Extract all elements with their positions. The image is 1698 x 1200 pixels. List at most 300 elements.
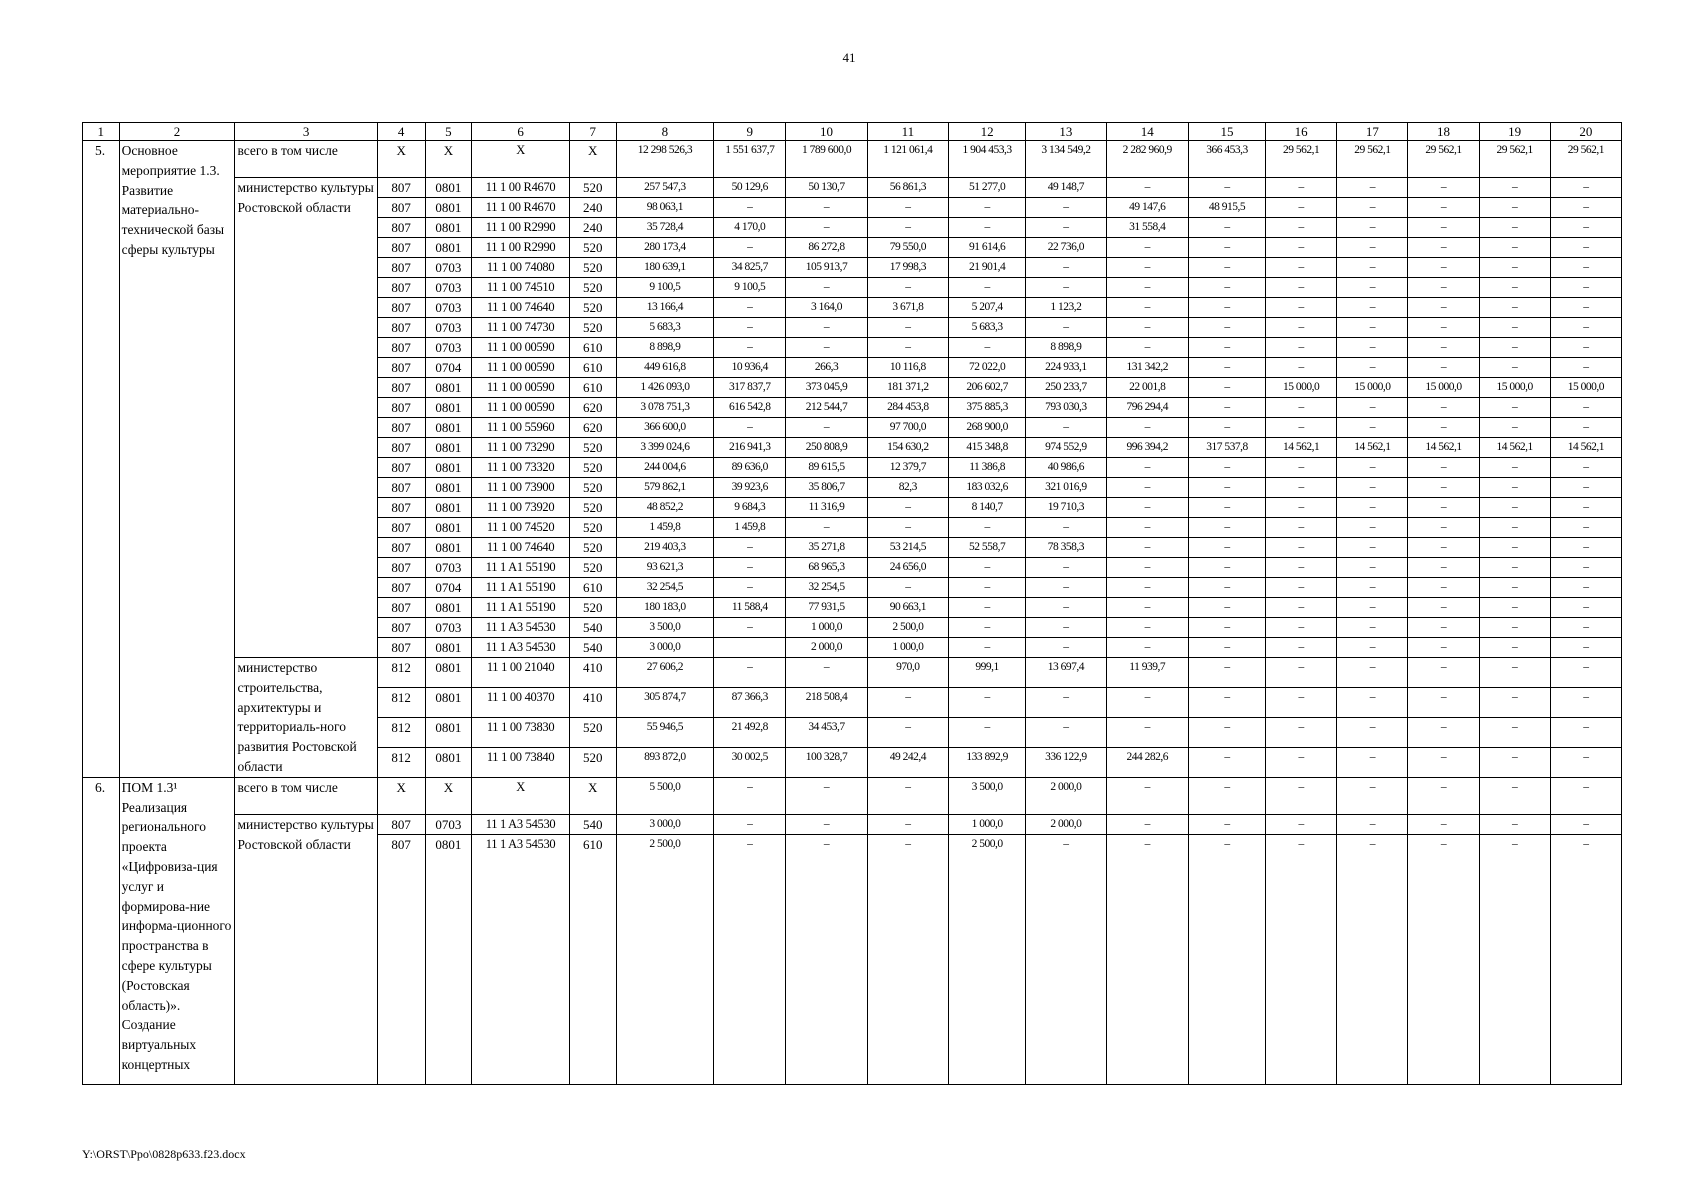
table-cell: Х — [377, 777, 425, 814]
table-cell: – — [1337, 618, 1408, 638]
responsible-executor: министерство строительства, архитектуры и территориаль-ного развития Ростовской области — [235, 658, 377, 778]
table-cell: 219 403,3 — [616, 538, 714, 558]
table-cell: – — [1337, 418, 1408, 438]
table-cell: – — [1337, 717, 1408, 747]
table-cell: – — [714, 538, 786, 558]
table-cell: – — [786, 418, 867, 438]
table-cell: – — [1188, 777, 1265, 814]
column-number-header: 10 — [786, 123, 867, 141]
column-number-header: 3 — [235, 123, 377, 141]
table-cell: 579 862,1 — [616, 478, 714, 498]
table-cell: 807 — [377, 178, 425, 198]
table-cell: – — [1479, 618, 1550, 638]
table-cell: 11 588,4 — [714, 598, 786, 618]
table-cell: 0703 — [425, 258, 472, 278]
table-cell: – — [1550, 814, 1621, 834]
table-row — [83, 178, 1622, 198]
table-cell: – — [1408, 747, 1479, 777]
table-cell: 98 063,1 — [616, 198, 714, 218]
table-cell: 89 615,5 — [786, 458, 867, 478]
table-cell: 449 616,8 — [616, 358, 714, 378]
table-cell: 520 — [569, 458, 616, 478]
table-cell: 34 453,7 — [786, 717, 867, 747]
table-cell: – — [714, 814, 786, 834]
table-cell: – — [1266, 258, 1337, 278]
table-cell: – — [1479, 258, 1550, 278]
table-cell: – — [1550, 398, 1621, 418]
table-cell: 14 562,1 — [1550, 438, 1621, 458]
table-cell: – — [1266, 458, 1337, 478]
table-cell: – — [786, 814, 867, 834]
table-cell: – — [1106, 618, 1188, 638]
table-cell: 55 946,5 — [616, 717, 714, 747]
table-cell: 51 277,0 — [948, 178, 1025, 198]
table-cell: 11 1 A1 55190 — [472, 578, 570, 598]
table-cell: – — [867, 578, 948, 598]
table-cell: 34 825,7 — [714, 258, 786, 278]
table-cell: 29 562,1 — [1479, 141, 1550, 178]
table-cell: – — [1026, 258, 1106, 278]
table-cell: 0801 — [425, 198, 472, 218]
table-cell: – — [1106, 298, 1188, 318]
column-number-header: 16 — [1266, 123, 1337, 141]
table-cell: – — [1337, 658, 1408, 688]
table-cell: – — [714, 338, 786, 358]
table-cell: 284 453,8 — [867, 398, 948, 418]
table-cell: 24 656,0 — [867, 558, 948, 578]
table-cell: – — [1266, 638, 1337, 658]
table-cell: – — [867, 318, 948, 338]
table-cell: – — [1550, 418, 1621, 438]
table-cell: 32 254,5 — [616, 578, 714, 598]
table-cell: – — [1026, 578, 1106, 598]
table-cell: 35 728,4 — [616, 218, 714, 238]
table-cell: – — [1106, 278, 1188, 298]
table-cell: – — [1266, 814, 1337, 834]
table-cell: – — [1408, 498, 1479, 518]
table-cell: – — [1550, 318, 1621, 338]
table-cell: – — [786, 658, 867, 688]
table-cell: 807 — [377, 538, 425, 558]
table-cell: – — [714, 238, 786, 258]
table-cell: 807 — [377, 518, 425, 538]
table-cell: 336 122,9 — [1026, 747, 1106, 777]
table-cell: 5 207,4 — [948, 298, 1025, 318]
table-cell: 1 426 093,0 — [616, 378, 714, 398]
table-cell: – — [1026, 278, 1106, 298]
column-number-header: 4 — [377, 123, 425, 141]
table-cell: 1 459,8 — [714, 518, 786, 538]
table-cell: 0703 — [425, 298, 472, 318]
table-cell: – — [1188, 658, 1265, 688]
table-cell: – — [1337, 478, 1408, 498]
table-cell: – — [1106, 238, 1188, 258]
table-cell: 11 1 A3 54530 — [472, 834, 570, 1084]
table-cell: 520 — [569, 318, 616, 338]
table-cell: – — [1408, 777, 1479, 814]
table-cell: – — [1408, 598, 1479, 618]
column-number-header: 19 — [1479, 123, 1550, 141]
table-cell: 610 — [569, 378, 616, 398]
table-cell: 11 1 00 R2990 — [472, 218, 570, 238]
table-cell: 807 — [377, 218, 425, 238]
table-cell: 1 000,0 — [867, 638, 948, 658]
table-cell: – — [1188, 178, 1265, 198]
table-cell: 812 — [377, 687, 425, 717]
table-cell: 56 861,3 — [867, 178, 948, 198]
table-cell: – — [1188, 814, 1265, 834]
table-cell: 11 1 00 73320 — [472, 458, 570, 478]
table-cell: – — [1266, 618, 1337, 638]
table-cell: 520 — [569, 717, 616, 747]
table-cell: – — [1188, 278, 1265, 298]
table-cell: 1 000,0 — [948, 814, 1025, 834]
table-cell: 520 — [569, 498, 616, 518]
table-cell: 0703 — [425, 278, 472, 298]
table-cell: – — [1266, 834, 1337, 1084]
table-cell: – — [786, 218, 867, 238]
table-cell: 807 — [377, 618, 425, 638]
table-cell: – — [1408, 338, 1479, 358]
table-cell: 50 130,7 — [786, 178, 867, 198]
table-cell: – — [1550, 538, 1621, 558]
column-number-header: 15 — [1188, 123, 1265, 141]
table-cell: 996 394,2 — [1106, 438, 1188, 458]
table-cell: 11 1 00 40370 — [472, 687, 570, 717]
table-cell: 317 837,7 — [714, 378, 786, 398]
table-cell: 1 551 637,7 — [714, 141, 786, 178]
table-cell: – — [1266, 298, 1337, 318]
table-cell: 0801 — [425, 538, 472, 558]
table-cell: 2 000,0 — [1026, 814, 1106, 834]
table-cell: 520 — [569, 438, 616, 458]
table-cell: – — [1337, 398, 1408, 418]
table-cell: – — [1479, 538, 1550, 558]
table-cell: – — [948, 687, 1025, 717]
table-cell: 0703 — [425, 814, 472, 834]
table-cell: – — [786, 318, 867, 338]
table-cell: – — [1188, 558, 1265, 578]
table-cell: 11 1 00 R4670 — [472, 178, 570, 198]
table-cell: – — [948, 518, 1025, 538]
table-cell: 796 294,4 — [1106, 398, 1188, 418]
table-cell: – — [1337, 558, 1408, 578]
table-cell: – — [867, 687, 948, 717]
table-cell: 0801 — [425, 438, 472, 458]
table-cell: 812 — [377, 747, 425, 777]
table-cell: 1 904 453,3 — [948, 141, 1025, 178]
table-cell: 11 1 00 74520 — [472, 518, 570, 538]
table-cell: 11 1 00 73840 — [472, 747, 570, 777]
table-cell: Х — [569, 141, 616, 178]
table-cell: Х — [569, 777, 616, 814]
table-cell: 14 562,1 — [1408, 438, 1479, 458]
table-cell: – — [867, 498, 948, 518]
table-cell: – — [1266, 598, 1337, 618]
table-cell: – — [1188, 498, 1265, 518]
table-cell: – — [1266, 418, 1337, 438]
table-cell: – — [1188, 598, 1265, 618]
table-cell: 49 148,7 — [1026, 178, 1106, 198]
table-cell: 280 173,4 — [616, 238, 714, 258]
table-cell: 11 1 00 73830 — [472, 717, 570, 747]
table-cell: 8 140,7 — [948, 498, 1025, 518]
table-cell: 29 562,1 — [1337, 141, 1408, 178]
table-cell: 540 — [569, 618, 616, 638]
table-cell: 39 923,6 — [714, 478, 786, 498]
table-cell: 17 998,3 — [867, 258, 948, 278]
table-cell: – — [867, 198, 948, 218]
table-cell: – — [714, 777, 786, 814]
table-cell: 5 683,3 — [948, 318, 1025, 338]
table-cell: – — [1337, 834, 1408, 1084]
table-cell: 2 282 960,9 — [1106, 141, 1188, 178]
table-cell: 807 — [377, 438, 425, 458]
table-cell: 218 508,4 — [786, 687, 867, 717]
table-cell: – — [1408, 238, 1479, 258]
table-cell: – — [1106, 687, 1188, 717]
table-cell: – — [948, 338, 1025, 358]
column-number-header: 13 — [1026, 123, 1106, 141]
table-cell: – — [1479, 717, 1550, 747]
table-cell: – — [1266, 318, 1337, 338]
table-cell: – — [1479, 687, 1550, 717]
table-cell: 11 1 A1 55190 — [472, 558, 570, 578]
table-cell: – — [1266, 198, 1337, 218]
table-cell: 0801 — [425, 498, 472, 518]
table-cell: Х — [425, 141, 472, 178]
table-cell: – — [948, 618, 1025, 638]
table-cell: 11 1 A1 55190 — [472, 598, 570, 618]
table-cell: 50 129,6 — [714, 178, 786, 198]
table-cell: – — [1188, 398, 1265, 418]
table-cell: 11 1 A3 54530 — [472, 638, 570, 658]
table-cell: 5 683,3 — [616, 318, 714, 338]
table-cell: 4 170,0 — [714, 218, 786, 238]
table-cell: – — [1337, 638, 1408, 658]
table-cell: – — [786, 278, 867, 298]
table-cell: 29 562,1 — [1266, 141, 1337, 178]
table-cell: – — [1026, 418, 1106, 438]
table-cell: 317 537,8 — [1188, 438, 1265, 458]
table-cell: 807 — [377, 298, 425, 318]
table-cell: – — [1550, 638, 1621, 658]
table-cell: 0703 — [425, 618, 472, 638]
table-cell: 540 — [569, 638, 616, 658]
table-cell: 97 700,0 — [867, 418, 948, 438]
table-cell: – — [1188, 298, 1265, 318]
table-cell: 305 874,7 — [616, 687, 714, 717]
table-cell: – — [867, 518, 948, 538]
table-cell: 620 — [569, 398, 616, 418]
table-cell: 807 — [377, 498, 425, 518]
table-cell: 366 453,3 — [1188, 141, 1265, 178]
footer-file-path: Y:\ORST\Ppo\0828p633.f23.docx — [82, 1147, 246, 1161]
table-cell: 807 — [377, 318, 425, 338]
column-number-header: 8 — [616, 123, 714, 141]
table-cell: – — [1026, 687, 1106, 717]
table-cell: – — [1337, 518, 1408, 538]
table-cell: – — [1266, 218, 1337, 238]
table-cell: – — [867, 777, 948, 814]
table-cell: 520 — [569, 278, 616, 298]
table-cell: – — [1550, 178, 1621, 198]
table-cell: 520 — [569, 178, 616, 198]
table-cell: 610 — [569, 338, 616, 358]
table-cell: – — [1188, 458, 1265, 478]
budget-table — [82, 122, 1622, 1085]
table-cell: 610 — [569, 834, 616, 1084]
table-cell: – — [1408, 578, 1479, 598]
table-cell: – — [1266, 518, 1337, 538]
table-cell: – — [1106, 338, 1188, 358]
table-cell: 131 342,2 — [1106, 358, 1188, 378]
table-cell: – — [1408, 638, 1479, 658]
table-cell: – — [1106, 478, 1188, 498]
table-cell: 10 936,4 — [714, 358, 786, 378]
table-cell: Х — [472, 141, 570, 178]
table-cell: 999,1 — [948, 658, 1025, 688]
table-cell: 807 — [377, 238, 425, 258]
table-cell: 0801 — [425, 834, 472, 1084]
table-cell: – — [1550, 478, 1621, 498]
table-cell: 0703 — [425, 318, 472, 338]
table-cell: 0801 — [425, 687, 472, 717]
table-cell: – — [1188, 478, 1265, 498]
table-cell: – — [1550, 518, 1621, 538]
table-cell: 19 710,3 — [1026, 498, 1106, 518]
table-cell: 0801 — [425, 238, 472, 258]
table-cell: 793 030,3 — [1026, 398, 1106, 418]
table-cell: 807 — [377, 378, 425, 398]
table-cell: – — [1337, 278, 1408, 298]
table-cell: – — [1479, 238, 1550, 258]
table-cell: – — [867, 717, 948, 747]
table-cell: – — [1550, 278, 1621, 298]
table-cell: – — [714, 658, 786, 688]
table-cell: 11 1 00 R4670 — [472, 198, 570, 218]
table-row — [83, 658, 1622, 688]
table-cell: 0801 — [425, 378, 472, 398]
column-number-header: 17 — [1337, 123, 1408, 141]
table-cell: – — [1479, 418, 1550, 438]
table-cell: – — [1266, 777, 1337, 814]
table-cell: – — [1550, 358, 1621, 378]
table-cell: – — [1479, 598, 1550, 618]
table-cell: 807 — [377, 358, 425, 378]
table-cell: – — [786, 777, 867, 814]
table-cell: – — [1408, 814, 1479, 834]
table-cell: – — [1550, 687, 1621, 717]
table-cell: 78 358,3 — [1026, 538, 1106, 558]
table-cell: – — [1337, 238, 1408, 258]
table-cell: – — [786, 198, 867, 218]
table-cell: – — [1106, 598, 1188, 618]
table-cell: – — [1408, 478, 1479, 498]
table-cell: 133 892,9 — [948, 747, 1025, 777]
table-cell: 250 808,9 — [786, 438, 867, 458]
table-cell: 15 000,0 — [1550, 378, 1621, 398]
column-number-header: 11 — [867, 123, 948, 141]
table-cell: 0801 — [425, 218, 472, 238]
table-cell: – — [867, 814, 948, 834]
table-cell: – — [1550, 747, 1621, 777]
table-cell: 14 562,1 — [1337, 438, 1408, 458]
table-cell: – — [1479, 498, 1550, 518]
table-cell: – — [1337, 578, 1408, 598]
table-cell: 2 000,0 — [1026, 777, 1106, 814]
table-cell: – — [1188, 418, 1265, 438]
table-cell: – — [1337, 298, 1408, 318]
table-cell: 2 500,0 — [948, 834, 1025, 1084]
table-cell: – — [1337, 814, 1408, 834]
table-cell: – — [1408, 258, 1479, 278]
table-cell: 22 001,8 — [1106, 378, 1188, 398]
table-cell: – — [1026, 198, 1106, 218]
table-cell: 13 697,4 — [1026, 658, 1106, 688]
table-cell: 11 1 00 73920 — [472, 498, 570, 518]
table-cell: – — [1479, 338, 1550, 358]
table-row — [83, 141, 1622, 178]
table-cell: – — [1479, 777, 1550, 814]
table-cell: – — [1550, 458, 1621, 478]
table-cell: 15 000,0 — [1408, 378, 1479, 398]
table-cell: 31 558,4 — [1106, 218, 1188, 238]
table-cell: 53 214,5 — [867, 538, 948, 558]
table-cell: 3 134 549,2 — [1026, 141, 1106, 178]
item-number: 5. — [83, 141, 120, 778]
table-cell: – — [948, 558, 1025, 578]
table-cell: 807 — [377, 198, 425, 218]
table-cell: – — [1266, 747, 1337, 777]
table-cell: 105 913,7 — [786, 258, 867, 278]
table-cell: 11 386,8 — [948, 458, 1025, 478]
table-cell: – — [948, 578, 1025, 598]
table-cell: – — [1188, 834, 1265, 1084]
table-cell: Х — [472, 777, 570, 814]
table-cell: – — [867, 218, 948, 238]
table-cell: – — [1408, 358, 1479, 378]
table-cell: 216 941,3 — [714, 438, 786, 458]
table-cell: – — [1479, 638, 1550, 658]
table-cell: – — [1479, 458, 1550, 478]
table-cell: 93 621,3 — [616, 558, 714, 578]
table-cell: – — [1479, 278, 1550, 298]
table-cell: – — [1337, 458, 1408, 478]
responsible-executor: всего в том числе — [235, 141, 377, 178]
table-cell: – — [1550, 338, 1621, 358]
table-cell: 1 789 600,0 — [786, 141, 867, 178]
table-cell: – — [1408, 717, 1479, 747]
table-cell: 3 671,8 — [867, 298, 948, 318]
table-cell: 610 — [569, 358, 616, 378]
table-cell: 0704 — [425, 358, 472, 378]
item-number: 6. — [83, 777, 120, 1084]
table-cell: 11 1 00 00590 — [472, 398, 570, 418]
table-cell: 3 500,0 — [948, 777, 1025, 814]
table-cell: – — [1188, 638, 1265, 658]
table-cell: 375 885,3 — [948, 398, 1025, 418]
table-cell: – — [1188, 618, 1265, 638]
table-cell: 22 736,0 — [1026, 238, 1106, 258]
table-cell: – — [1188, 747, 1265, 777]
table-cell: 410 — [569, 687, 616, 717]
table-cell: – — [1337, 338, 1408, 358]
table-cell: Х — [377, 141, 425, 178]
table-cell: – — [1188, 538, 1265, 558]
table-cell: – — [1550, 198, 1621, 218]
table-cell: – — [1479, 814, 1550, 834]
